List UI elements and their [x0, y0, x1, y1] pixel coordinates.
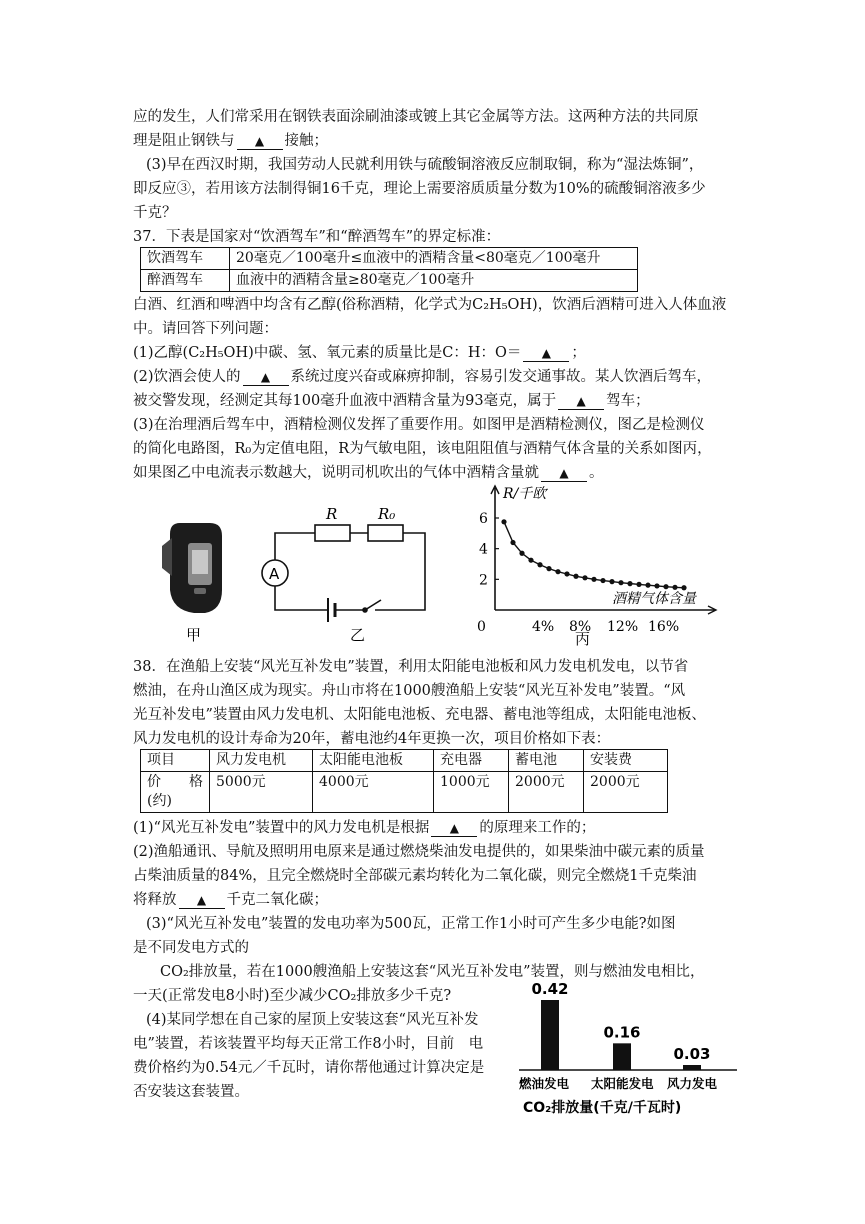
data-point [672, 585, 677, 590]
data-point [618, 580, 623, 585]
q37-para-1: 白酒、红酒和啤酒中均含有乙醇(俗称酒精，化学式为C₂H₅OH)，饮酒后酒精可进入人体血液 [133, 297, 727, 313]
answer-blank[interactable] [431, 820, 477, 837]
q38-sub-3d: 一天(正常发电8小时)至少减少CO₂排放多少千克? [133, 988, 452, 1004]
x-tick-label: 4% [532, 619, 555, 635]
bar-category-label: 太阳能发电 [591, 1076, 654, 1091]
bar-value-label: 0.03 [673, 1045, 711, 1063]
data-point [600, 578, 605, 583]
data-point [501, 519, 506, 524]
q37-sub-3b: 的简化电路图，R₀为定值电阻，R为气敏电阻，该电阻阻值与酒精气体含量的关系如图丙， [133, 441, 712, 457]
q36-line-5: 千克？ [133, 205, 177, 221]
resistor-r [315, 525, 350, 541]
data-point [591, 577, 596, 582]
q38-line-2: 燃油，在舟山渔区成为现实。舟山市将在1000艘渔船上安装“风光互补发电”装置。“风 [133, 683, 686, 699]
resistance-curve-chart [477, 486, 716, 648]
x-tick-label: 0 [477, 619, 486, 635]
q38-line-3: 光互补发电”装置由风力发电机、太阳能电池板、充电器、蓄电池等组成，太阳能电池板、 [133, 707, 706, 723]
resistor-r0 [368, 525, 403, 541]
breathalyzer-icon [162, 523, 222, 613]
data-point [663, 584, 668, 589]
q38-sub-2: (2)渔船通讯、导航及照明用电原来是通过燃烧柴油发电提供的，如果柴油中碳元素的质量 [133, 844, 705, 860]
y-tick-label: 2 [479, 572, 488, 589]
q37-sub-2: (2)饮酒会使人的 ▲ 系统过度兴奋或麻痹抑制，容易引发交通事故。某人饮酒后驾车， [133, 369, 712, 385]
q38-sub-3b: 是不同发电方式的 [133, 940, 249, 956]
q38-sub-4c: 费价格约为0.54元／千瓦时，请你帮他通过计算决定是 [133, 1060, 485, 1076]
q38-sub-2b: 占柴油质量的84%，且完全燃烧时全部碳元素均转化为二氧化碳，则完全燃烧1千克柴油 [133, 868, 697, 884]
triangle-icon: ▲ [196, 893, 207, 907]
figure-label-bing: 丙 [575, 630, 591, 648]
triangle-icon: ▲ [260, 370, 271, 384]
co2-bar [541, 1000, 559, 1070]
table-row: 醉酒驾车 血液中的酒精含量≥80毫克／100毫升 [141, 270, 638, 292]
q38-sub-4b: 电”装置，若该装置平均每天正常工作8小时，目前 电 [133, 1036, 484, 1052]
q37-sub-1: (1)乙醇(C₂H₅OH)中碳、氢、氧元素的质量比是C：H：O＝ ▲ ； [133, 345, 586, 361]
figure-label-yi: 乙 [350, 626, 366, 644]
data-point [537, 562, 542, 567]
q38-sub-4d: 否安装这套装置。 [133, 1084, 249, 1100]
table-row: 项目 风力发电机 太阳能电池板 充电器 蓄电池 安装费 [141, 750, 668, 772]
data-point [528, 558, 533, 563]
q38-sub-3: (3)“风光互补发电”装置的发电功率为500瓦，正常工作1小时可产生多少电能?如图 [146, 916, 676, 932]
answer-blank[interactable] [523, 345, 569, 362]
data-point [627, 581, 632, 586]
x-tick-label: 12% [607, 619, 639, 635]
co2-bar-group [518, 980, 737, 1116]
bar-value-label: 0.16 [603, 1023, 641, 1042]
y-tick-label: 4 [479, 541, 488, 558]
q38-sub-2c: 将释放 ▲ 千克二氧化碳； [133, 892, 328, 908]
triangle-icon: ▲ [576, 394, 586, 408]
q37-sub-2b: 被交警发现，经测定其每100毫升血液中酒精含量为93毫克，属于 ▲ 驾车； [133, 393, 650, 409]
q36-line-3: (3)早在西汉时期，我国劳动人民就利用铁与硫酸铜溶液反应制取铜，称为“湿法炼铜”， [146, 157, 704, 173]
q37-standard-table [140, 247, 638, 292]
data-point [582, 575, 587, 580]
q38-sub-4: (4)某同学想在自己家的屋顶上安装这套“风光互补发 [146, 1012, 479, 1028]
table-row: 价 格 (约) 5000元 4000元 1000元 2000元 2000元 [141, 772, 668, 813]
chart-ylabel: R/千欧 [503, 486, 547, 502]
data-point [636, 582, 641, 587]
answer-blank[interactable] [237, 133, 283, 150]
q38-line-4: 风力发电机的设计寿命为20年，蓄电池约4年更换一次，项目价格如下表： [133, 731, 611, 747]
triangle-icon: ▲ [559, 466, 569, 480]
triangle-icon: ▲ [254, 134, 265, 148]
q37-figures [150, 478, 740, 650]
data-point [609, 579, 614, 584]
answer-blank[interactable] [558, 393, 604, 410]
chart-title: CO₂排放量(千克/千瓦时) [523, 1100, 682, 1116]
table-row: 饮酒驾车 20毫克／100毫升≤血液中的酒精含量<80毫克／100毫升 [141, 248, 638, 270]
answer-blank[interactable] [243, 369, 289, 386]
q38-sub-1: (1)“风光互补发电”装置中的风力发电机是根据 ▲ 的原理来工作的； [133, 820, 596, 836]
y-tick-label: 6 [479, 511, 488, 527]
circuit-label-r: R [326, 505, 338, 523]
data-point [573, 574, 578, 579]
q37-intro: 37．下表是国家对“饮酒驾车”和“醉酒驾车”的界定标准： [133, 229, 501, 245]
data-point [645, 583, 650, 588]
circuit-label-r0: R₀ [378, 505, 396, 523]
q37-sub-3c: 如果图乙中电流表示数越大，说明司机吹出的气体中酒精含量就 ▲ 。 [133, 465, 604, 481]
q36-line-4: 即反应③，若用该方法制得铜16千克，理论上需要溶质质量分数为10%的硫酸铜溶液多少 [133, 181, 706, 197]
co2-emission-chart [515, 975, 740, 1125]
x-tick-label: 16% [648, 619, 680, 635]
x-tick-label: 8% [569, 619, 592, 635]
q38-price-table [140, 749, 668, 813]
data-point [564, 571, 569, 576]
co2-bar [683, 1065, 701, 1070]
co2-bar [613, 1043, 631, 1070]
figure-label-jia: 甲 [186, 626, 202, 644]
q37-sub-3: (3)在治理酒后驾车中，酒精检测仪发挥了重要作用。如图甲是酒精检测仪，图乙是检测仪 [133, 417, 705, 433]
circuit-label-a: A [269, 565, 280, 583]
bar-value-label: 0.42 [531, 980, 569, 998]
data-point [510, 540, 515, 545]
triangle-icon: ▲ [541, 346, 551, 360]
chart-xlabel: 酒精气体含量 [612, 591, 696, 607]
q36-line-2: 理是阻止钢铁与 ▲ 接触； [133, 133, 328, 149]
data-point [546, 566, 551, 571]
data-point [654, 583, 659, 588]
bar-category-label: 风力发电 [667, 1076, 718, 1091]
data-point [519, 551, 524, 556]
data-point [681, 585, 686, 590]
q37-para-2: 中。请回答下列问题： [133, 321, 278, 337]
q36-line-1: 应的发生，人们常采用在钢铁表面涂刷油漆或镀上其它金属等方法。这两种方法的共同原 [133, 109, 699, 125]
circuit-diagram [262, 525, 425, 622]
triangle-icon: ▲ [449, 821, 459, 835]
q38-sub-3c: CO₂排放量，若在1000艘渔船上安装这套“风光互补发电”装置，则与燃油发电相比， [160, 964, 705, 980]
data-point [555, 569, 560, 574]
answer-blank[interactable] [179, 892, 225, 909]
q38-line-1: 38．在渔船上安装“风光互补发电”装置，利用太阳能电池板和风力发电机发电，以节省 [133, 659, 689, 675]
bar-category-label: 燃油发电 [519, 1076, 570, 1091]
